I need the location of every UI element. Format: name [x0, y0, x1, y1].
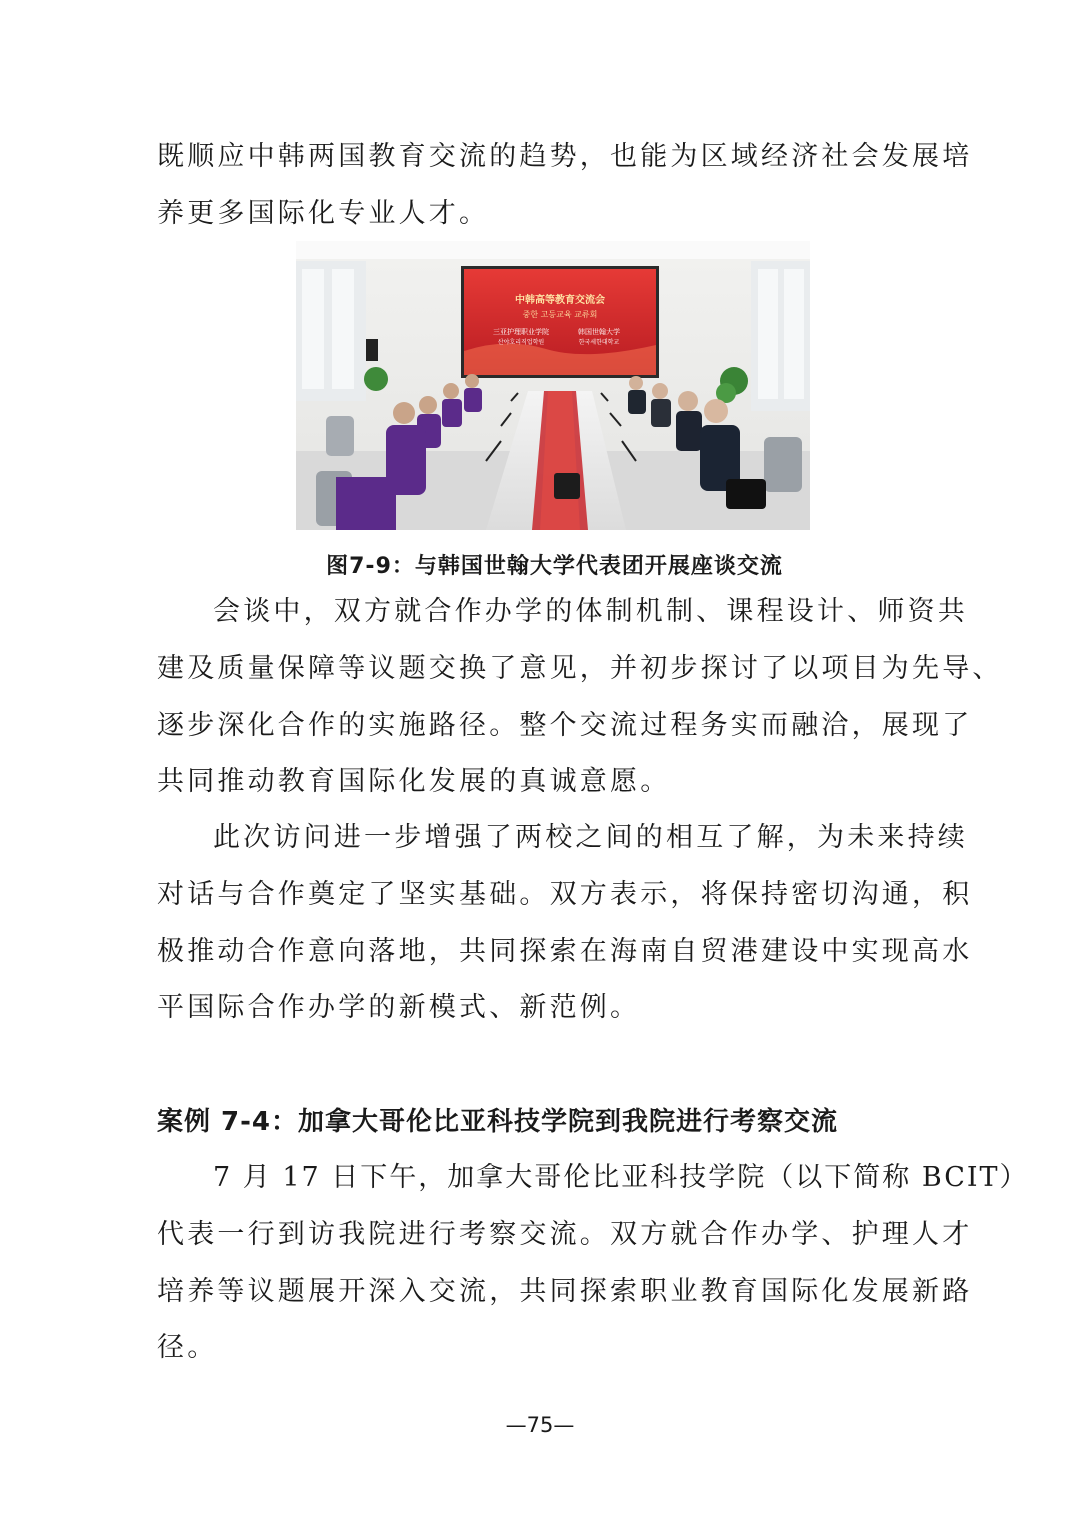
paragraph-3-line-1: 此次访问进一步增强了两校之间的相互了解，为未来持续 — [213, 822, 968, 853]
screen-school-2-cn: 韩国世翰大学 — [578, 328, 620, 336]
paragraph-3-line-3: 极推动合作意向落地，共同探索在海南自贸港建设中实现高水 — [157, 936, 973, 967]
paragraph-3-line-2: 对话与合作奠定了坚实基础。双方表示，将保持密切沟通，积 — [157, 879, 973, 910]
screen-school-1-cn: 三亚护理职业学院 — [493, 328, 549, 336]
paragraph-4-line-1: 7 月 17 日下午，加拿大哥伦比亚科技学院（以下简称 BCIT） — [213, 1162, 1029, 1193]
paragraph-1-line-2: 养更多国际化专业人才。 — [157, 198, 490, 229]
paragraph-4-line-3: 培养等议题展开深入交流，共同探索职业教育国际化发展新路 — [157, 1276, 973, 1307]
paragraph-1-line-1: 既顺应中韩两国教育交流的趋势，也能为区域经济社会发展培 — [157, 141, 973, 172]
paragraph-2-line-3: 逐步深化合作的实施路径。整个交流过程务实而融洽，展现了 — [157, 710, 973, 741]
paragraph-3-line-4: 平国际合作办学的新模式、新范例。 — [157, 992, 641, 1023]
paragraph-2-line-4: 共同推动教育国际化发展的真诚意愿。 — [157, 766, 671, 797]
screen-school-2-kr: 한국세한대학교 — [578, 339, 620, 346]
paragraph-2-line-1: 会谈中，双方就合作办学的体制机制、课程设计、师资共 — [213, 596, 968, 627]
screen-title-kr: 중한 고등교육 교류회 — [522, 310, 598, 319]
meeting-photo — [296, 241, 810, 530]
figure-caption: 图7-9：与韩国世翰大学代表团开展座谈交流 — [326, 554, 783, 579]
paragraph-4-line-4: 径。 — [157, 1332, 218, 1363]
page-number: —75— — [505, 1413, 575, 1437]
screen-school-1-kr: 산야호리직업학원 — [497, 339, 545, 346]
screen-title-cn: 中韩高等教育交流会 — [515, 295, 605, 306]
paragraph-4-line-2: 代表一行到访我院进行考察交流。双方就合作办学、护理人才 — [157, 1219, 973, 1250]
paragraph-2-line-2: 建及质量保障等议题交换了意见，并初步探讨了以项目为先导、 — [157, 653, 1003, 684]
case-heading: 案例 7-4：加拿大哥伦比亚科技学院到我院进行考察交流 — [157, 1107, 839, 1137]
